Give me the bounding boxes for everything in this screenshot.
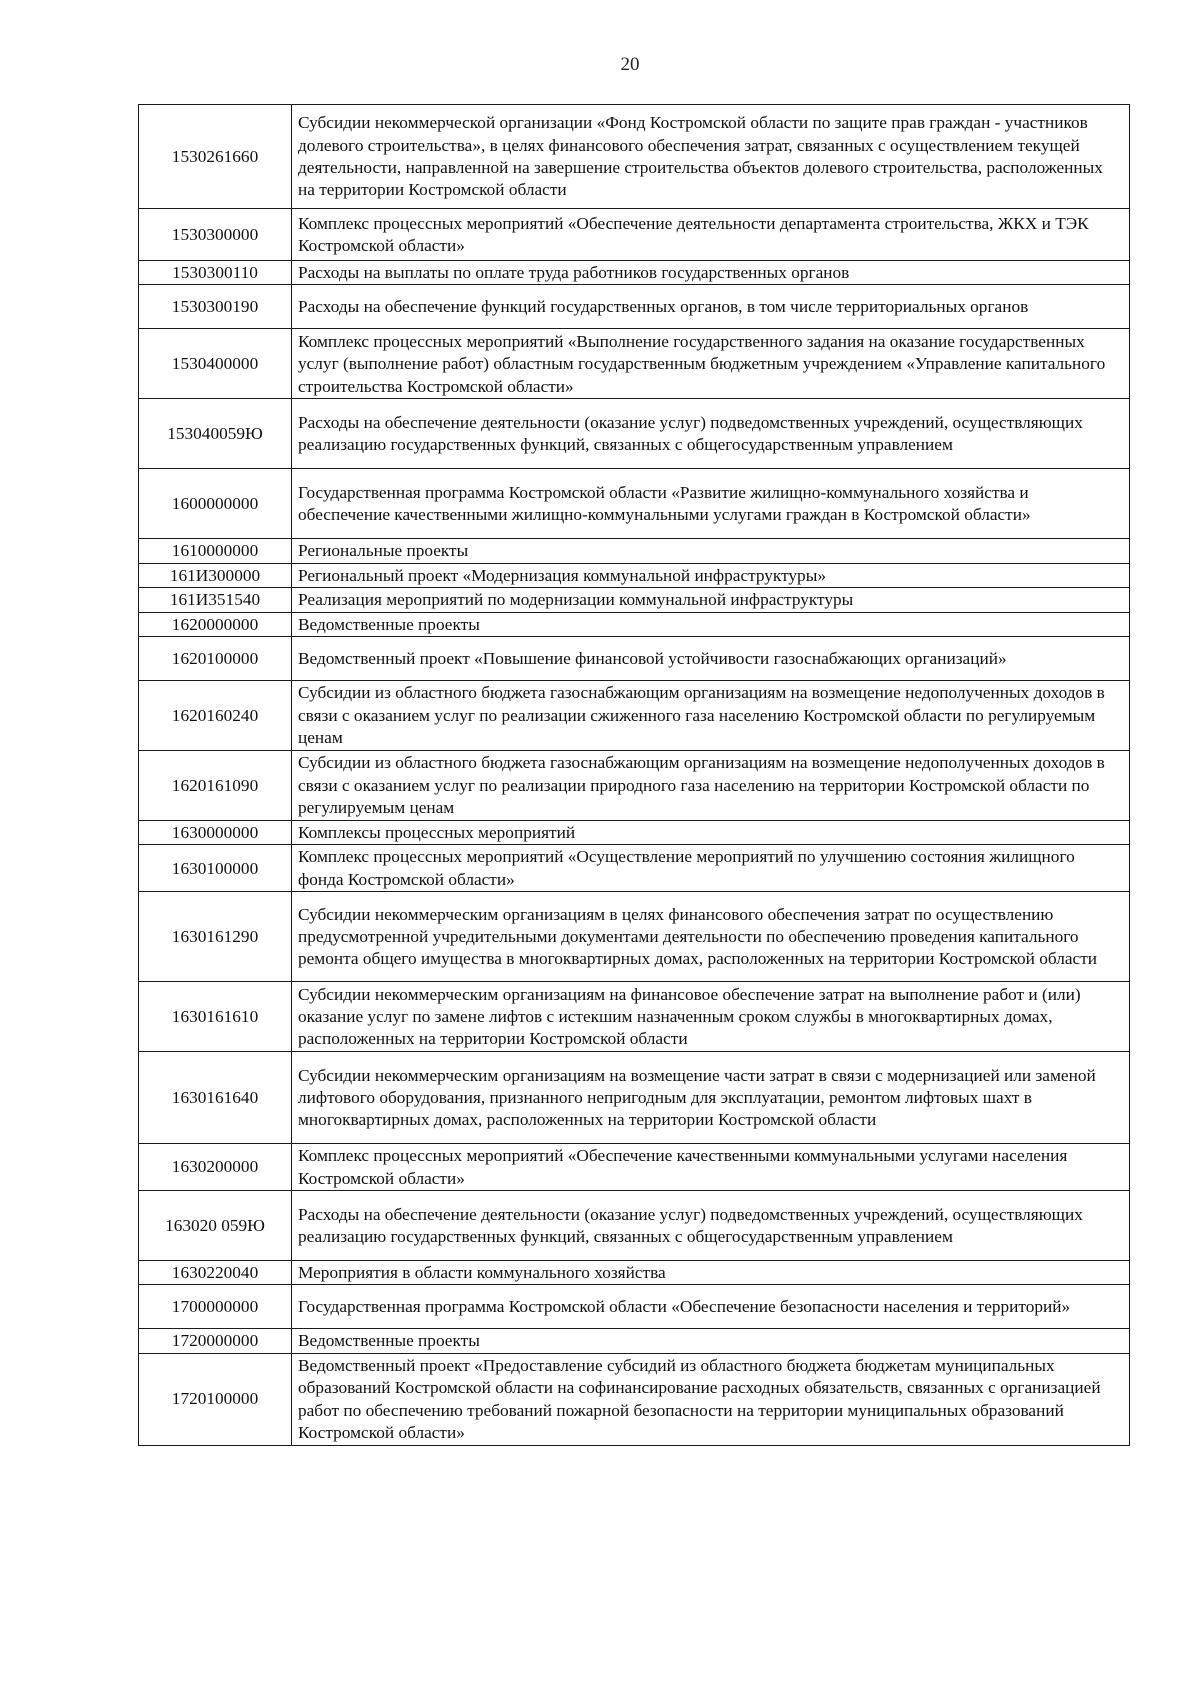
expenditure-name-cell: Субсидии некоммерческим организациям на финансовое обеспечение затрат на выполнение работ и (или) оказание услуг по замене лифтов с истекшим назначенным сроком службы в многоквартирных домах, расположенных на территории Костромской области xyxy=(292,982,1130,1052)
target-code-cell: 1530261660 xyxy=(139,105,292,209)
target-code-cell: 1720100000 xyxy=(139,1353,292,1445)
target-code-cell: 1620000000 xyxy=(139,612,292,636)
expenditure-name-cell: Субсидии некоммерческим организациям на возмещение части затрат в связи с модернизацией или заменой лифтового оборудования, признанного непригодным для эксплуатации, ремонтом лифтовых шахт в многоквартирных домах, расположенных на территории Костромской области xyxy=(292,1052,1130,1144)
target-code-cell: 1620100000 xyxy=(139,637,292,681)
target-code-cell: 163020 059Ю xyxy=(139,1191,292,1261)
target-code-cell: 1630220040 xyxy=(139,1261,292,1285)
target-code-cell: 1620160240 xyxy=(139,681,292,751)
target-code-cell: 1530400000 xyxy=(139,329,292,399)
target-code-cell: 1720000000 xyxy=(139,1329,292,1353)
expenditure-name-cell: Комплекс процессных мероприятий «Выполнение государственного задания на оказание государственных услуг (выполнение работ) областным государственным бюджетным учреждением «Управление капитального строительства Костромской области» xyxy=(292,329,1130,399)
table-row xyxy=(139,892,1130,982)
expenditure-name-cell: Мероприятия в области коммунального хозяйства xyxy=(292,1261,1130,1285)
expenditure-name-cell: Субсидии из областного бюджета газоснабжающим организациям на возмещение недополученных доходов в связи с оказанием услуг по реализации природного газа населению на территории Костромской области по регулируемым ценам xyxy=(292,751,1130,821)
target-code-cell: 1630200000 xyxy=(139,1144,292,1191)
target-code-cell: 1630161610 xyxy=(139,982,292,1052)
target-code-cell: 1610000000 xyxy=(139,539,292,563)
table-body xyxy=(139,105,1130,1446)
table-row xyxy=(139,637,1130,681)
budget-classification-table xyxy=(138,104,1130,1446)
expenditure-name-cell: Комплекс процессных мероприятий «Осуществление мероприятий по улучшению состояния жилищного фонда Костромской области» xyxy=(292,845,1130,892)
expenditure-name-cell: Расходы на выплаты по оплате труда работников государственных органов xyxy=(292,261,1130,285)
table-row xyxy=(139,821,1130,845)
expenditure-name-cell: Ведомственные проекты xyxy=(292,1329,1130,1353)
expenditure-name-cell: Комплекс процессных мероприятий «Обеспечение качественными коммунальными услугами населения Костромской области» xyxy=(292,1144,1130,1191)
table-row xyxy=(139,1329,1130,1353)
table-row xyxy=(139,612,1130,636)
table-row xyxy=(139,1052,1130,1144)
table-row xyxy=(139,1144,1130,1191)
table-row xyxy=(139,105,1130,209)
table-row xyxy=(139,329,1130,399)
table-row xyxy=(139,285,1130,329)
target-code-cell: 161И351540 xyxy=(139,588,292,612)
table-row xyxy=(139,1191,1130,1261)
table-row xyxy=(139,209,1130,261)
target-code-cell: 1630161640 xyxy=(139,1052,292,1144)
table-row xyxy=(139,751,1130,821)
table-row xyxy=(139,845,1130,892)
expenditure-name-cell: Расходы на обеспечение функций государственных органов, в том числе территориальных органов xyxy=(292,285,1130,329)
target-code-cell: 1630000000 xyxy=(139,821,292,845)
expenditure-name-cell: Региональный проект «Модернизация коммунальной инфраструктуры» xyxy=(292,563,1130,587)
target-code-cell: 161И300000 xyxy=(139,563,292,587)
page-number: 20 xyxy=(620,54,640,75)
target-code-cell: 153040059Ю xyxy=(139,399,292,469)
table-row xyxy=(139,681,1130,751)
table-row xyxy=(139,539,1130,563)
expenditure-name-cell: Ведомственные проекты xyxy=(292,612,1130,636)
table-row xyxy=(139,982,1130,1052)
target-code-cell: 1620161090 xyxy=(139,751,292,821)
target-code-cell: 1600000000 xyxy=(139,469,292,539)
expenditure-name-cell: Государственная программа Костромской области «Развитие жилищно-коммунального хозяйства и обеспечение качественными жилищно-коммунальными услугами граждан в Костромской области» xyxy=(292,469,1130,539)
expenditure-name-cell: Расходы на обеспечение деятельности (оказание услуг) подведомственных учреждений, осуществляющих реализацию государственных функций, связанных с общегосударственным управлением xyxy=(292,399,1130,469)
target-code-cell: 1530300190 xyxy=(139,285,292,329)
table-row xyxy=(139,1261,1130,1285)
target-code-cell: 1530300110 xyxy=(139,261,292,285)
expenditure-name-cell: Реализация мероприятий по модернизации коммунальной инфраструктуры xyxy=(292,588,1130,612)
expenditure-name-cell: Субсидии некоммерческим организациям в целях финансового обеспечения затрат по осуществлению предусмотренной учредительными документами деятельности по обеспечению проведения капитального ремонта общего имущества в многоквартирных домах, расположенных на территории Костромской области xyxy=(292,892,1130,982)
target-code-cell: 1630100000 xyxy=(139,845,292,892)
expenditure-name-cell: Субсидии некоммерческой организации «Фонд Костромской области по защите прав граждан - участников долевого строительства», в целях финансового обеспечения затрат, связанных с осуществлением текущей деятельности, направленной на завершение строительства объектов долевого строительства, расположенных на территории Костромской области xyxy=(292,105,1130,209)
target-code-cell: 1700000000 xyxy=(139,1285,292,1329)
expenditure-name-cell: Расходы на обеспечение деятельности (оказание услуг) подведомственных учреждений, осуществляющих реализацию государственных функций, связанных с общегосударственным управлением xyxy=(292,1191,1130,1261)
table-row xyxy=(139,399,1130,469)
expenditure-name-cell: Субсидии из областного бюджета газоснабжающим организациям на возмещение недополученных доходов в связи с оказанием услуг по реализации сжиженного газа населению Костромской области по регулируемым ценам xyxy=(292,681,1130,751)
table-row xyxy=(139,563,1130,587)
table-row xyxy=(139,588,1130,612)
table-row xyxy=(139,261,1130,285)
expenditure-name-cell: Региональные проекты xyxy=(292,539,1130,563)
expenditure-name-cell: Ведомственный проект «Предоставление субсидий из областного бюджета бюджетам муниципальных образований Костромской области на софинансирование расходных обязательств, связанных с организацией работ по обеспечению требований пожарной безопасности на территории муниципальных образований Костромской области» xyxy=(292,1353,1130,1445)
table-row xyxy=(139,1285,1130,1329)
target-code-cell: 1630161290 xyxy=(139,892,292,982)
expenditure-name-cell: Государственная программа Костромской области «Обеспечение безопасности населения и территорий» xyxy=(292,1285,1130,1329)
target-code-cell: 1530300000 xyxy=(139,209,292,261)
expenditure-name-cell: Ведомственный проект «Повышение финансовой устойчивости газоснабжающих организаций» xyxy=(292,637,1130,681)
expenditure-name-cell: Комплексы процессных мероприятий xyxy=(292,821,1130,845)
expenditure-name-cell: Комплекс процессных мероприятий «Обеспечение деятельности департамента строительства, ЖКХ и ТЭК Костромской области» xyxy=(292,209,1130,261)
table-row xyxy=(139,1353,1130,1445)
table-row xyxy=(139,469,1130,539)
